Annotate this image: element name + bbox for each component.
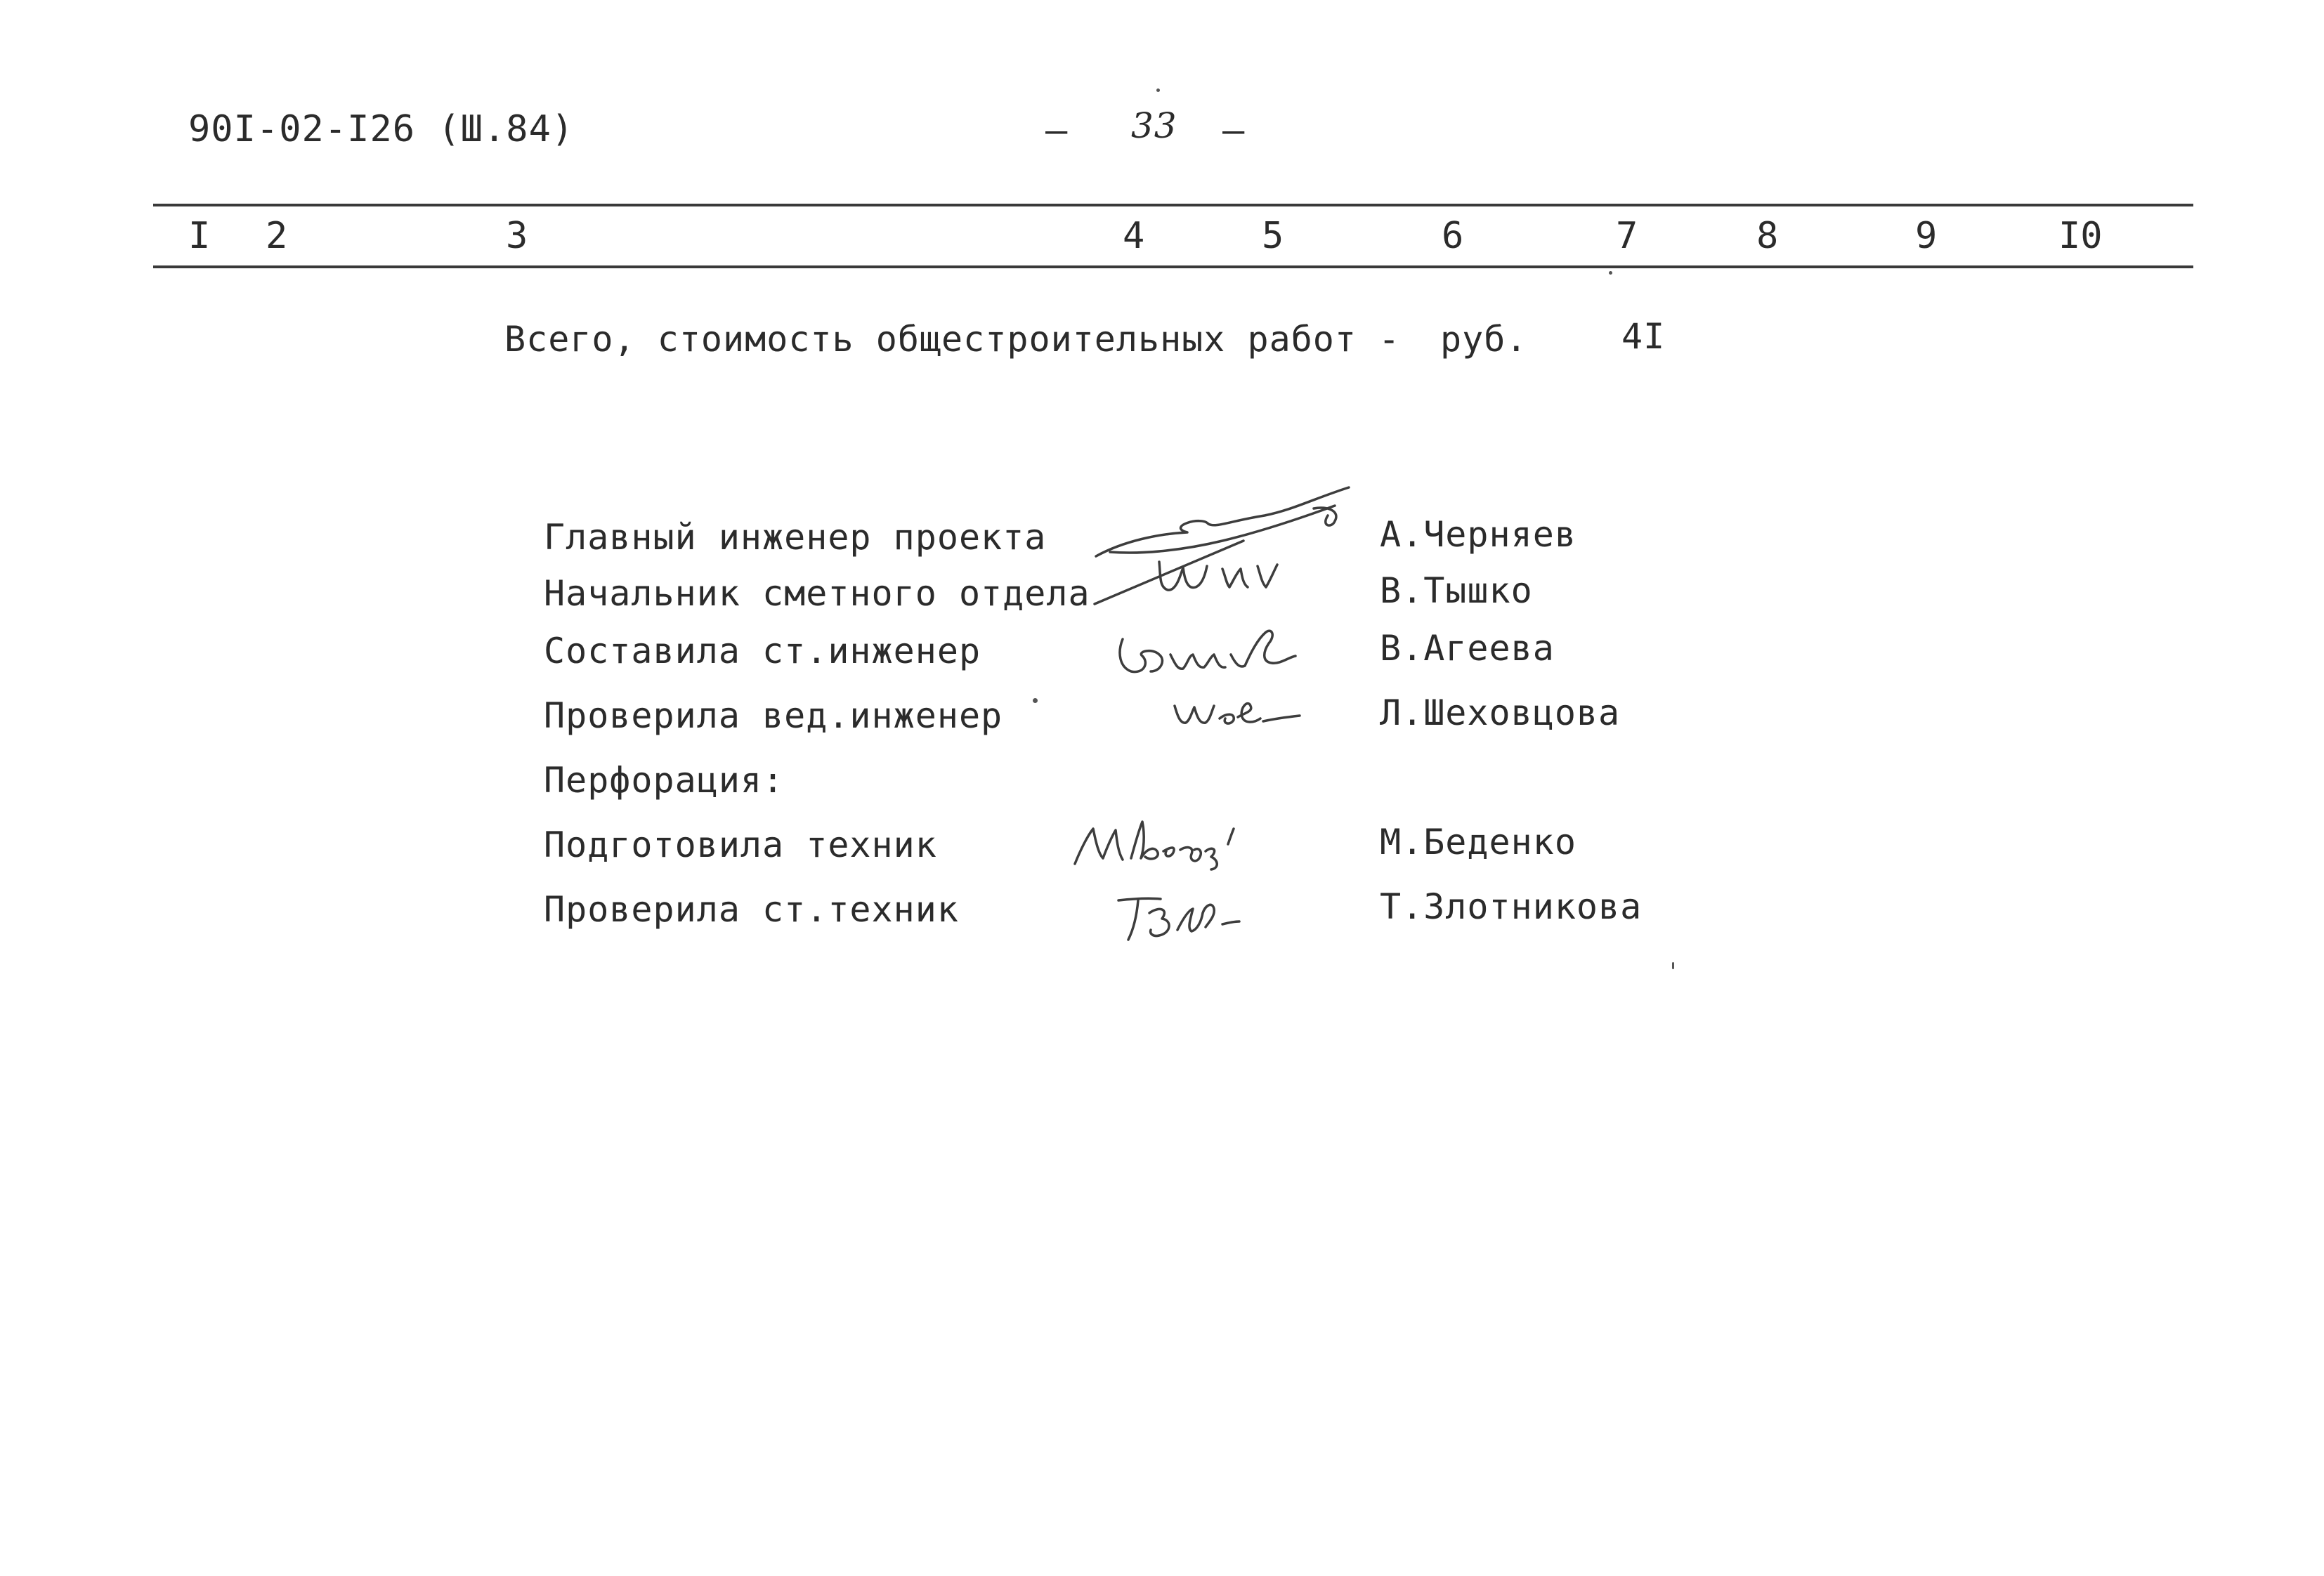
signature-checked-lead-engineer [1166,685,1307,741]
signatory-name: А.Черняев [1380,514,1576,555]
column-number: 2 [266,215,288,257]
scan-speck [1672,962,1674,969]
signature-head-estimate-dept [1152,548,1293,604]
signatory-name: М.Беденко [1380,822,1576,862]
column-number: I0 [2058,215,2103,257]
column-number: 8 [1756,215,1779,257]
scan-speck [1609,271,1612,275]
page-dash-left: – [1045,110,1069,152]
signatory-role: Начальник сметного отдела [544,573,1090,614]
total-unit: руб. [1440,319,1528,360]
signatory-name: Л.Шеховцова [1380,692,1621,733]
table-top-rule [153,204,2193,206]
signature-compiled-engineer [1110,611,1307,688]
signatory-role: Проверила вед.инженер [544,695,1003,736]
column-number: 4 [1123,215,1145,257]
scan-speck [1033,698,1038,703]
column-number: 5 [1262,215,1284,257]
signature-prepared-technician [1068,808,1251,878]
column-number: 7 [1616,215,1638,257]
scan-speck [1156,88,1160,92]
column-number: 6 [1442,215,1464,257]
signatory-role: Составила ст.инженер [544,631,981,671]
total-label: Всего, стоимость общестроительных работ - [504,319,1401,360]
document-code: 90I-02-I26 (Ш.84) [188,108,575,150]
signature-checked-senior-technician [1110,885,1251,948]
signatory-name: В.Агеева [1380,628,1555,669]
signatory-name: Т.Злотникова [1380,886,1643,927]
signatory-name: В.Тышко [1380,570,1533,611]
signatory-role: Подготовила техник [544,825,937,865]
table-bottom-rule [153,265,2193,268]
column-number: 9 [1915,215,1938,257]
page-dash-right: – [1222,110,1246,152]
column-number: I [188,215,211,257]
signatory-role: Проверила ст.техник [544,889,959,930]
section-label-perforation: Перфорация: [544,760,785,801]
page-number: 33 [1131,105,1177,146]
total-value: 4I [1621,316,1666,357]
signatory-role: Главный инженер проекта [544,517,1047,558]
column-number: 3 [506,215,528,257]
